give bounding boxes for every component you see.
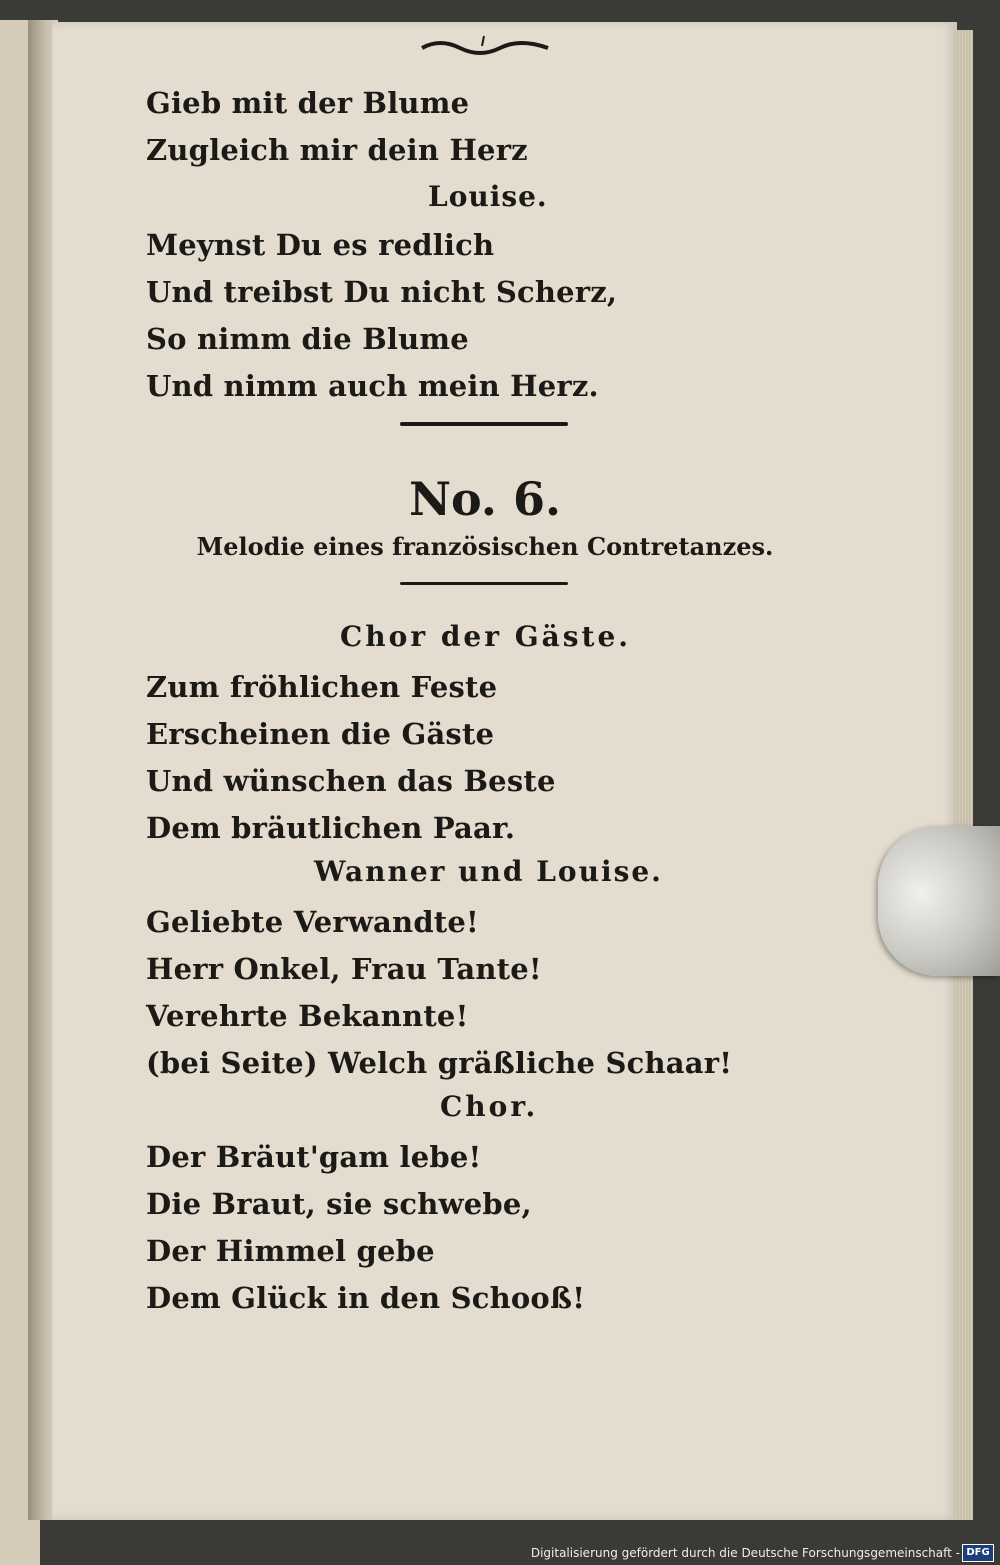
verse-line: (bei Seite) Welch gräßliche Schaar! — [146, 1046, 733, 1080]
verse-line: Verehrte Bekannte! — [146, 999, 469, 1033]
verse-line: Und nimm auch mein Herz. — [146, 369, 599, 403]
verse-line: Und treibst Du nicht Scherz, — [146, 275, 618, 309]
song-subtitle: Melodie eines französischen Contretanzes. — [196, 532, 774, 561]
ornament-icon — [420, 34, 550, 60]
verse-line: Dem bräutlichen Paar. — [146, 811, 516, 845]
verse-line: Meynst Du es redlich — [146, 228, 495, 262]
verse-line: Der Himmel gebe — [146, 1234, 435, 1268]
verse-line: Erscheinen die Gäste — [146, 717, 495, 751]
verse-line: Die Braut, sie schwebe, — [146, 1187, 532, 1221]
section-rule — [400, 422, 568, 426]
speaker-wanner-und-louise: Wanner und Louise. — [314, 855, 663, 888]
speaker-chor: Chor. — [440, 1090, 539, 1123]
page-stack-edge — [955, 30, 973, 1520]
verse-line: Zugleich mir dein Herz — [146, 133, 528, 167]
verse-line: Der Bräut'gam lebe! — [146, 1140, 482, 1174]
verse-line: Dem Glück in den Schooß! — [146, 1281, 586, 1315]
speaker-chor-der-gaeste: Chor der Gäste. — [340, 620, 632, 653]
subtitle-rule — [400, 582, 568, 585]
verse-line: Herr Onkel, Frau Tante! — [146, 952, 542, 986]
footer-credit: Digitalisierung gefördert durch die Deutsche Forschungsgemeinschaft - — [530, 1546, 960, 1560]
song-number-title: No. 6. — [409, 472, 561, 526]
verse-line: Zum fröhlichen Feste — [146, 670, 498, 704]
verse-line: Und wünschen das Beste — [146, 764, 556, 798]
verse-line: Geliebte Verwandte! — [146, 905, 479, 939]
verse-line: So nimm die Blume — [146, 322, 469, 356]
speaker-louise: Louise. — [428, 180, 548, 213]
dfg-logo: DFG — [962, 1544, 994, 1562]
verse-line: Gieb mit der Blume — [146, 86, 470, 120]
page-holder-clip — [878, 826, 1000, 976]
